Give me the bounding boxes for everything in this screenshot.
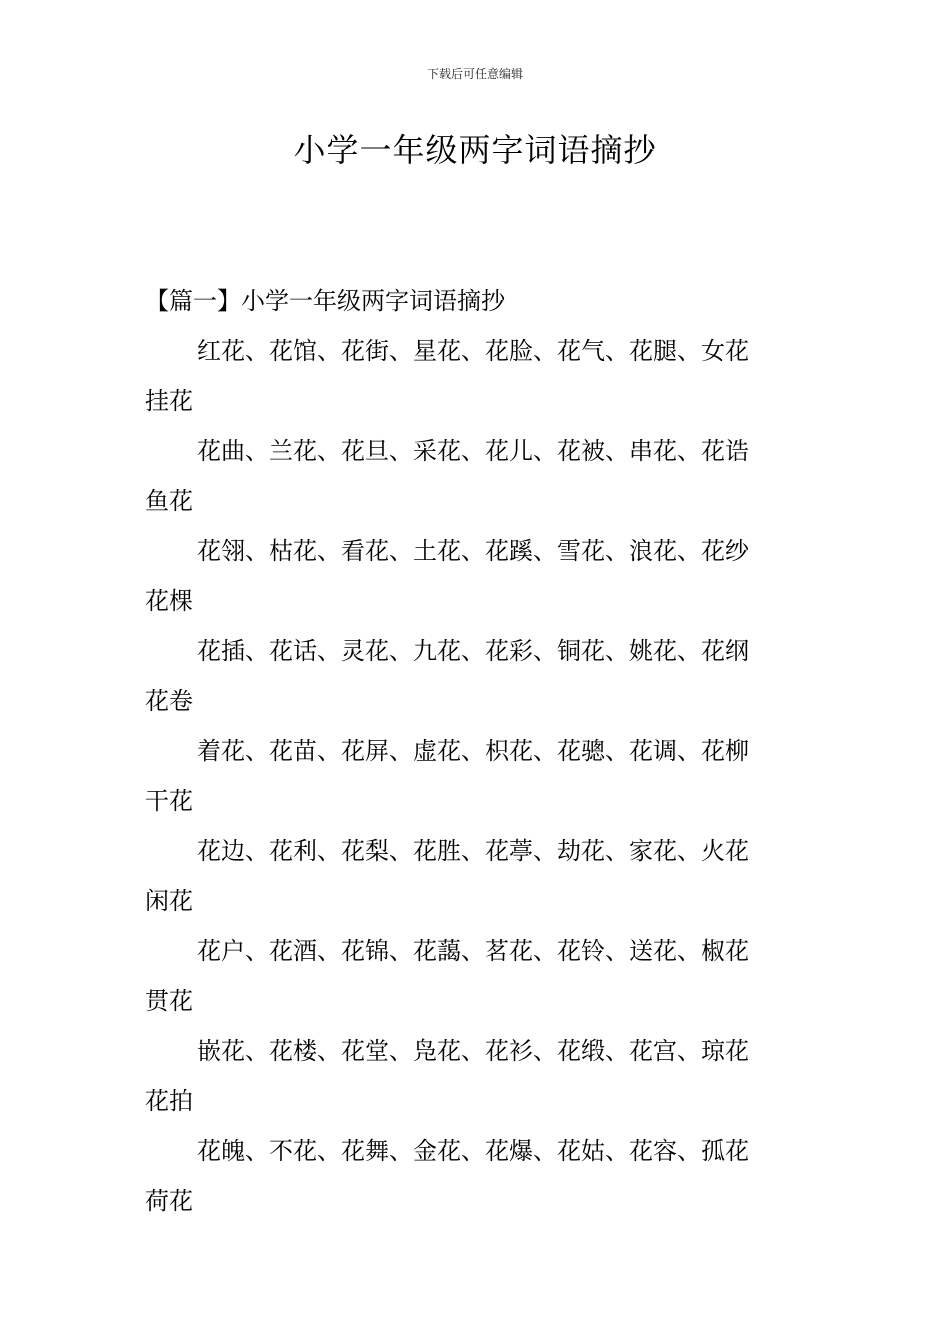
document-title: 小学一年级两字词语摘抄 bbox=[293, 131, 657, 169]
word-line-wrap: 贯花 bbox=[145, 987, 193, 1015]
word-group bbox=[145, 926, 810, 1026]
word-line-wrap: 闲花 bbox=[145, 887, 193, 915]
word-group bbox=[145, 426, 810, 526]
word-line: 嵌花、花楼、花堂、凫花、花衫、花缎、花宫、琼花 bbox=[197, 1037, 749, 1065]
word-group bbox=[145, 526, 810, 626]
section-heading: 【篇一】小学一年级两字词语摘抄 bbox=[145, 287, 505, 315]
word-line-wrap: 鱼花 bbox=[145, 487, 193, 515]
word-line-wrap: 花棵 bbox=[145, 587, 193, 615]
word-line-wrap: 花拍 bbox=[145, 1087, 193, 1115]
word-group bbox=[145, 326, 810, 426]
word-line: 花魄、不花、花舞、金花、花爆、花姑、花容、孤花 bbox=[197, 1137, 749, 1165]
word-line: 红花、花馆、花街、星花、花脸、花气、花腿、女花 bbox=[197, 337, 749, 365]
word-group bbox=[145, 1026, 810, 1126]
word-line: 花户、花酒、花锦、花藹、茗花、花铃、送花、椒花 bbox=[197, 937, 749, 965]
word-group bbox=[145, 726, 810, 826]
word-line-wrap: 干花 bbox=[145, 787, 193, 815]
word-line: 花插、花话、灵花、九花、花彩、铜花、姚花、花纲 bbox=[197, 637, 749, 665]
word-group bbox=[145, 826, 810, 926]
word-group bbox=[145, 1126, 810, 1226]
word-line-wrap: 挂花 bbox=[145, 387, 193, 415]
word-line-wrap: 荷花 bbox=[145, 1187, 193, 1215]
word-line: 花曲、兰花、花旦、采花、花儿、花被、串花、花诰 bbox=[197, 437, 749, 465]
word-line: 花边、花利、花梨、花胜、花葶、劫花、家花、火花 bbox=[197, 837, 749, 865]
document-body bbox=[145, 276, 810, 1226]
word-group bbox=[145, 626, 810, 726]
word-line-wrap: 花卷 bbox=[145, 687, 193, 715]
header-note: 下载后可任意编辑 bbox=[426, 67, 523, 81]
word-line: 着花、花苗、花屏、虚花、枳花、花骢、花调、花柳 bbox=[197, 737, 749, 765]
word-line: 花翎、枯花、看花、土花、花蹊、雪花、浪花、花纱 bbox=[197, 537, 749, 565]
